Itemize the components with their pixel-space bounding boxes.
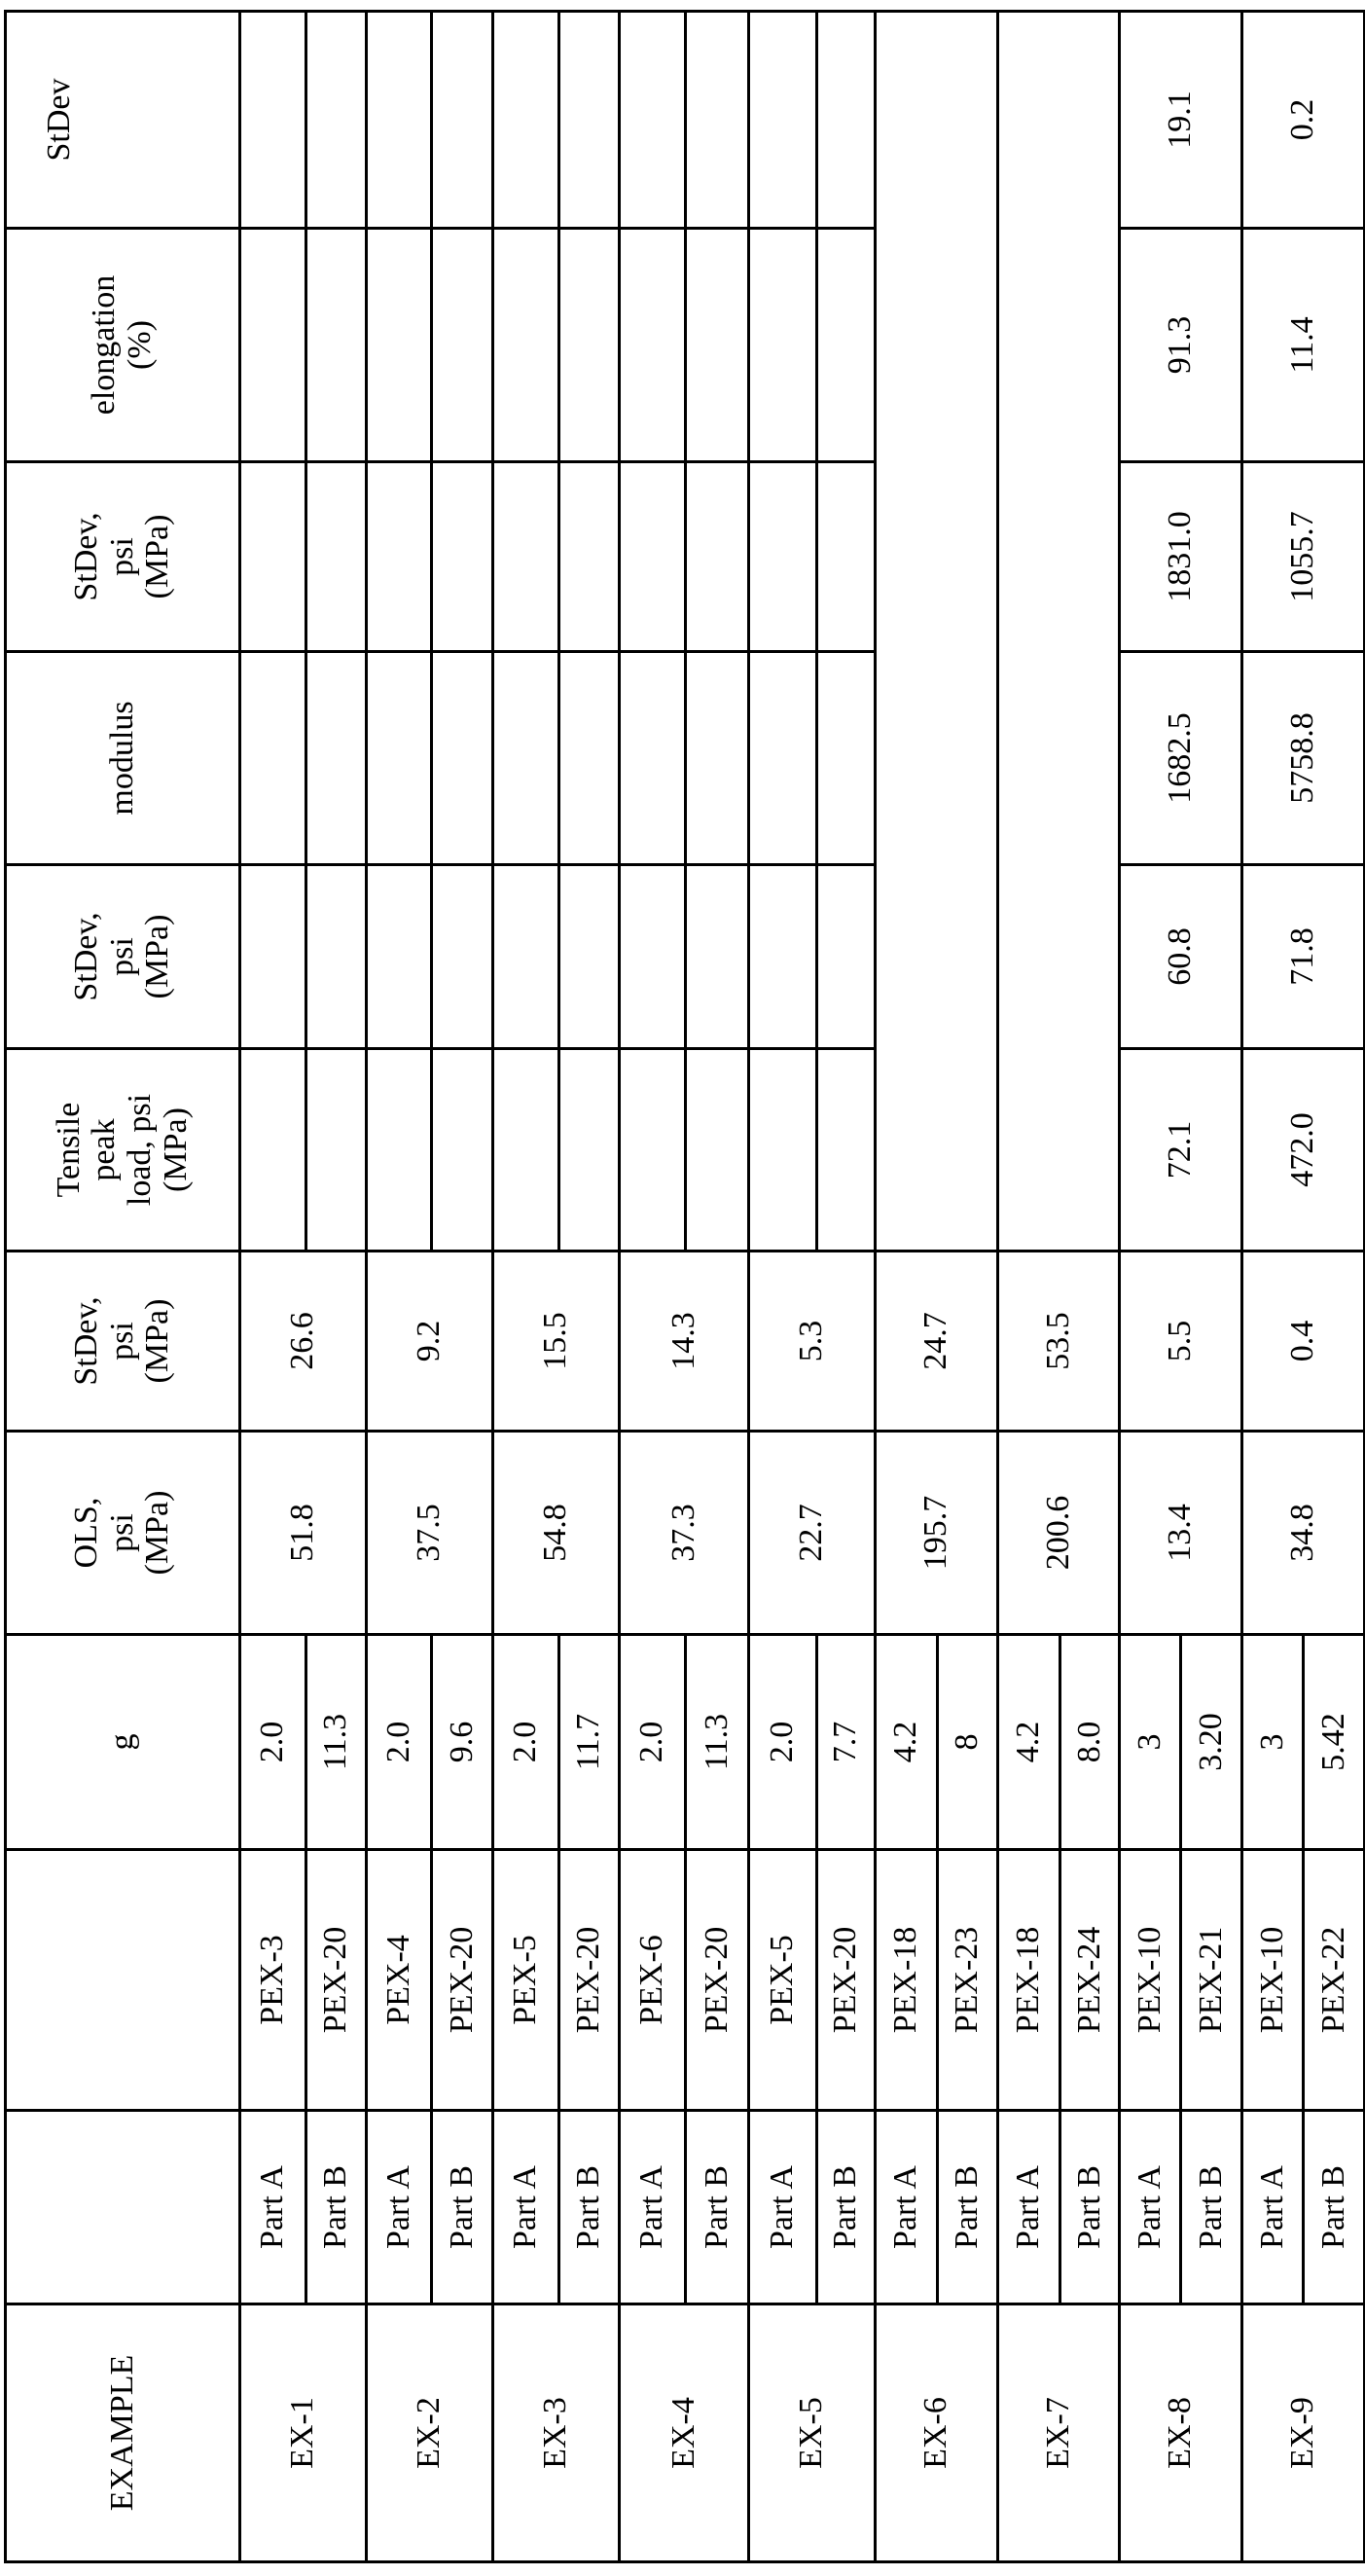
- part-label: Part B: [817, 2111, 876, 2304]
- g-value: 3.20: [1181, 1635, 1242, 1850]
- example-id: EX-4: [620, 2304, 749, 2562]
- part-label: Part A: [367, 2111, 432, 2304]
- empty-modulus-cell: [367, 652, 432, 865]
- empty-elongation-sd-cell: [367, 12, 432, 229]
- header-example: EXAMPLE: [6, 2304, 240, 2562]
- part-label: Part B: [559, 2111, 620, 2304]
- example-id: EX-6: [876, 2304, 998, 2562]
- part-label: Part A: [493, 2111, 559, 2304]
- empty-elongation-sd-cell: [620, 12, 686, 229]
- empty-tensile-cell: [749, 1049, 817, 1252]
- empty-tensile-sd-cell: [432, 865, 493, 1049]
- g-value: 2.0: [620, 1635, 686, 1850]
- table-row: [876, 12, 938, 2562]
- g-value: 11.3: [306, 1635, 367, 1850]
- table-row: [620, 12, 686, 2562]
- empty-modulus-sd-cell: [749, 462, 817, 652]
- example-id: EX-5: [749, 2304, 876, 2562]
- empty-tensile-cell: [559, 1049, 620, 1252]
- ols-stdev-value: 53.5: [998, 1252, 1120, 1432]
- part-label: Part B: [938, 2111, 998, 2304]
- empty-modulus-cell: [493, 652, 559, 865]
- empty-tensile-sd-cell: [686, 865, 749, 1049]
- pex-id: PEX-5: [493, 1850, 559, 2111]
- empty-tensile-sd-cell: [306, 865, 367, 1049]
- g-value: 9.6: [432, 1635, 493, 1850]
- ols-value: 200.6: [998, 1432, 1120, 1635]
- example-id: EX-3: [493, 2304, 620, 2562]
- empty-elongation-sd-cell: [559, 12, 620, 229]
- header-row: [6, 12, 240, 2562]
- pex-id: PEX-22: [1304, 1850, 1365, 2111]
- header-elongation: elongation (%): [6, 229, 240, 462]
- empty-modulus-cell: [306, 652, 367, 865]
- ols-value: 13.4: [1120, 1432, 1242, 1635]
- empty-modulus-cell: [686, 652, 749, 865]
- empty-modulus-cell: [749, 652, 817, 865]
- header-pex: [6, 1850, 240, 2111]
- empty-tensile-sd-cell: [559, 865, 620, 1049]
- example-id: EX-9: [1242, 2304, 1365, 2562]
- empty-tensile-sd-cell: [749, 865, 817, 1049]
- header-modulus-stdev: StDev, psi (MPa): [6, 462, 240, 652]
- ols-stdev-value: 9.2: [367, 1252, 493, 1432]
- ols-value: 54.8: [493, 1432, 620, 1635]
- pex-id: PEX-20: [432, 1850, 493, 2111]
- empty-modulus-cell: [240, 652, 306, 865]
- g-value: 3: [1242, 1635, 1304, 1850]
- empty-elongation-cell: [749, 229, 817, 462]
- empty-elongation-cell: [620, 229, 686, 462]
- empty-tensile-sd-cell: [620, 865, 686, 1049]
- ols-value: 34.8: [1242, 1432, 1365, 1635]
- header-modulus: modulus: [6, 652, 240, 865]
- part-label: Part A: [749, 2111, 817, 2304]
- modulus-stdev-value: 1055.7: [1242, 462, 1365, 652]
- empty-tensile-sd-cell: [240, 865, 306, 1049]
- ols-value: 22.7: [749, 1432, 876, 1635]
- empty-elongation-sd-cell: [686, 12, 749, 229]
- g-value: 2.0: [240, 1635, 306, 1850]
- empty-modulus-sd-cell: [559, 462, 620, 652]
- example-id: EX-7: [998, 2304, 1120, 2562]
- elongation-value: 11.4: [1242, 229, 1365, 462]
- part-label: Part A: [1120, 2111, 1181, 2304]
- pex-id: PEX-6: [620, 1850, 686, 2111]
- part-label: Part B: [686, 2111, 749, 2304]
- example-id: EX-1: [240, 2304, 367, 2562]
- empty-elongation-cell: [493, 229, 559, 462]
- g-value: 4.2: [998, 1635, 1060, 1850]
- rotated-table-container: [4, 13, 1363, 2563]
- header-g: g: [6, 1635, 240, 1850]
- table-row: [240, 12, 306, 2562]
- empty-tensile-block: [998, 12, 1120, 1252]
- ols-stdev-value: 24.7: [876, 1252, 998, 1432]
- pex-id: PEX-21: [1181, 1850, 1242, 2111]
- pex-id: PEX-3: [240, 1850, 306, 2111]
- table-row: [367, 12, 432, 2562]
- empty-modulus-cell: [620, 652, 686, 865]
- empty-tensile-sd-cell: [493, 865, 559, 1049]
- empty-elongation-cell: [367, 229, 432, 462]
- g-value: 11.3: [686, 1635, 749, 1850]
- table-row: [493, 12, 559, 2562]
- empty-tensile-cell: [686, 1049, 749, 1252]
- empty-modulus-sd-cell: [493, 462, 559, 652]
- empty-modulus-sd-cell: [432, 462, 493, 652]
- empty-elongation-cell: [306, 229, 367, 462]
- empty-modulus-cell: [817, 652, 876, 865]
- empty-modulus-sd-cell: [620, 462, 686, 652]
- header-tensile-stdev: StDev, psi (MPa): [6, 865, 240, 1049]
- pex-id: PEX-4: [367, 1850, 432, 2111]
- g-value: 2.0: [367, 1635, 432, 1850]
- ols-value: 51.8: [240, 1432, 367, 1635]
- g-value: 8: [938, 1635, 998, 1850]
- example-id: EX-8: [1120, 2304, 1242, 2562]
- part-label: Part B: [1304, 2111, 1365, 2304]
- tensile-value: 72.1: [1120, 1049, 1242, 1252]
- pex-id: PEX-24: [1060, 1850, 1120, 2111]
- g-value: 3: [1120, 1635, 1181, 1850]
- empty-elongation-cell: [240, 229, 306, 462]
- header-ols-stdev: StDev, psi (MPa): [6, 1252, 240, 1432]
- g-value: 2.0: [749, 1635, 817, 1850]
- empty-elongation-cell: [817, 229, 876, 462]
- empty-elongation-sd-cell: [749, 12, 817, 229]
- ols-value: 37.3: [620, 1432, 749, 1635]
- part-label: Part B: [432, 2111, 493, 2304]
- example-id: EX-2: [367, 2304, 493, 2562]
- elongation-value: 91.3: [1120, 229, 1242, 462]
- header-ols: OLS, psi (MPa): [6, 1432, 240, 1635]
- empty-tensile-cell: [367, 1049, 432, 1252]
- empty-tensile-cell: [493, 1049, 559, 1252]
- table-row: [998, 12, 1060, 2562]
- elongation-stdev-value: 19.1: [1120, 12, 1242, 229]
- modulus-value: 5758.8: [1242, 652, 1365, 865]
- pex-id: PEX-18: [876, 1850, 938, 2111]
- empty-tensile-cell: [817, 1049, 876, 1252]
- empty-elongation-cell: [559, 229, 620, 462]
- g-value: 11.7: [559, 1635, 620, 1850]
- part-label: Part A: [998, 2111, 1060, 2304]
- empty-elongation-sd-cell: [432, 12, 493, 229]
- pex-id: PEX-20: [686, 1850, 749, 2111]
- empty-elongation-cell: [432, 229, 493, 462]
- empty-tensile-cell: [240, 1049, 306, 1252]
- table-row: [1242, 12, 1304, 2562]
- empty-modulus-cell: [559, 652, 620, 865]
- part-label: Part B: [306, 2111, 367, 2304]
- part-label: Part A: [620, 2111, 686, 2304]
- results-table: [4, 10, 1365, 2563]
- pex-id: PEX-20: [817, 1850, 876, 2111]
- tensile-stdev-value: 71.8: [1242, 865, 1365, 1049]
- part-label: Part B: [1181, 2111, 1242, 2304]
- g-value: 8.0: [1060, 1635, 1120, 1850]
- part-label: Part A: [240, 2111, 306, 2304]
- ols-value: 195.7: [876, 1432, 998, 1635]
- pex-id: PEX-20: [306, 1850, 367, 2111]
- empty-elongation-sd-cell: [306, 12, 367, 229]
- empty-elongation-sd-cell: [817, 12, 876, 229]
- part-label: Part A: [1242, 2111, 1304, 2304]
- pex-id: PEX-10: [1120, 1850, 1181, 2111]
- empty-elongation-sd-cell: [240, 12, 306, 229]
- empty-modulus-sd-cell: [240, 462, 306, 652]
- pex-id: PEX-5: [749, 1850, 817, 2111]
- ols-stdev-value: 5.5: [1120, 1252, 1242, 1432]
- empty-elongation-cell: [686, 229, 749, 462]
- table-row: [1120, 12, 1181, 2562]
- ols-value: 37.5: [367, 1432, 493, 1635]
- empty-tensile-block: [876, 12, 998, 1252]
- ols-stdev-value: 26.6: [240, 1252, 367, 1432]
- pex-id: PEX-10: [1242, 1850, 1304, 2111]
- ols-stdev-value: 15.5: [493, 1252, 620, 1432]
- ols-stdev-value: 0.4: [1242, 1252, 1365, 1432]
- tensile-stdev-value: 60.8: [1120, 865, 1242, 1049]
- empty-tensile-cell: [306, 1049, 367, 1252]
- header-elongation-stdev: StDev: [6, 12, 240, 229]
- empty-tensile-sd-cell: [817, 865, 876, 1049]
- header-part: [6, 2111, 240, 2304]
- empty-elongation-sd-cell: [493, 12, 559, 229]
- g-value: 7.7: [817, 1635, 876, 1850]
- g-value: 5.42: [1304, 1635, 1365, 1850]
- part-label: Part B: [1060, 2111, 1120, 2304]
- ols-stdev-value: 14.3: [620, 1252, 749, 1432]
- pex-id: PEX-18: [998, 1850, 1060, 2111]
- empty-modulus-sd-cell: [306, 462, 367, 652]
- tensile-value: 472.0: [1242, 1049, 1365, 1252]
- empty-tensile-sd-cell: [367, 865, 432, 1049]
- empty-modulus-sd-cell: [686, 462, 749, 652]
- empty-modulus-cell: [432, 652, 493, 865]
- empty-modulus-sd-cell: [817, 462, 876, 652]
- ols-stdev-value: 5.3: [749, 1252, 876, 1432]
- pex-id: PEX-23: [938, 1850, 998, 2111]
- table-row: [749, 12, 817, 2562]
- header-tensile: Tensile peak load, psi (MPa): [6, 1049, 240, 1252]
- modulus-value: 1682.5: [1120, 652, 1242, 865]
- empty-tensile-cell: [620, 1049, 686, 1252]
- g-value: 2.0: [493, 1635, 559, 1850]
- part-label: Part A: [876, 2111, 938, 2304]
- empty-modulus-sd-cell: [367, 462, 432, 652]
- modulus-stdev-value: 1831.0: [1120, 462, 1242, 652]
- pex-id: PEX-20: [559, 1850, 620, 2111]
- empty-tensile-cell: [432, 1049, 493, 1252]
- elongation-stdev-value: 0.2: [1242, 12, 1365, 229]
- g-value: 4.2: [876, 1635, 938, 1850]
